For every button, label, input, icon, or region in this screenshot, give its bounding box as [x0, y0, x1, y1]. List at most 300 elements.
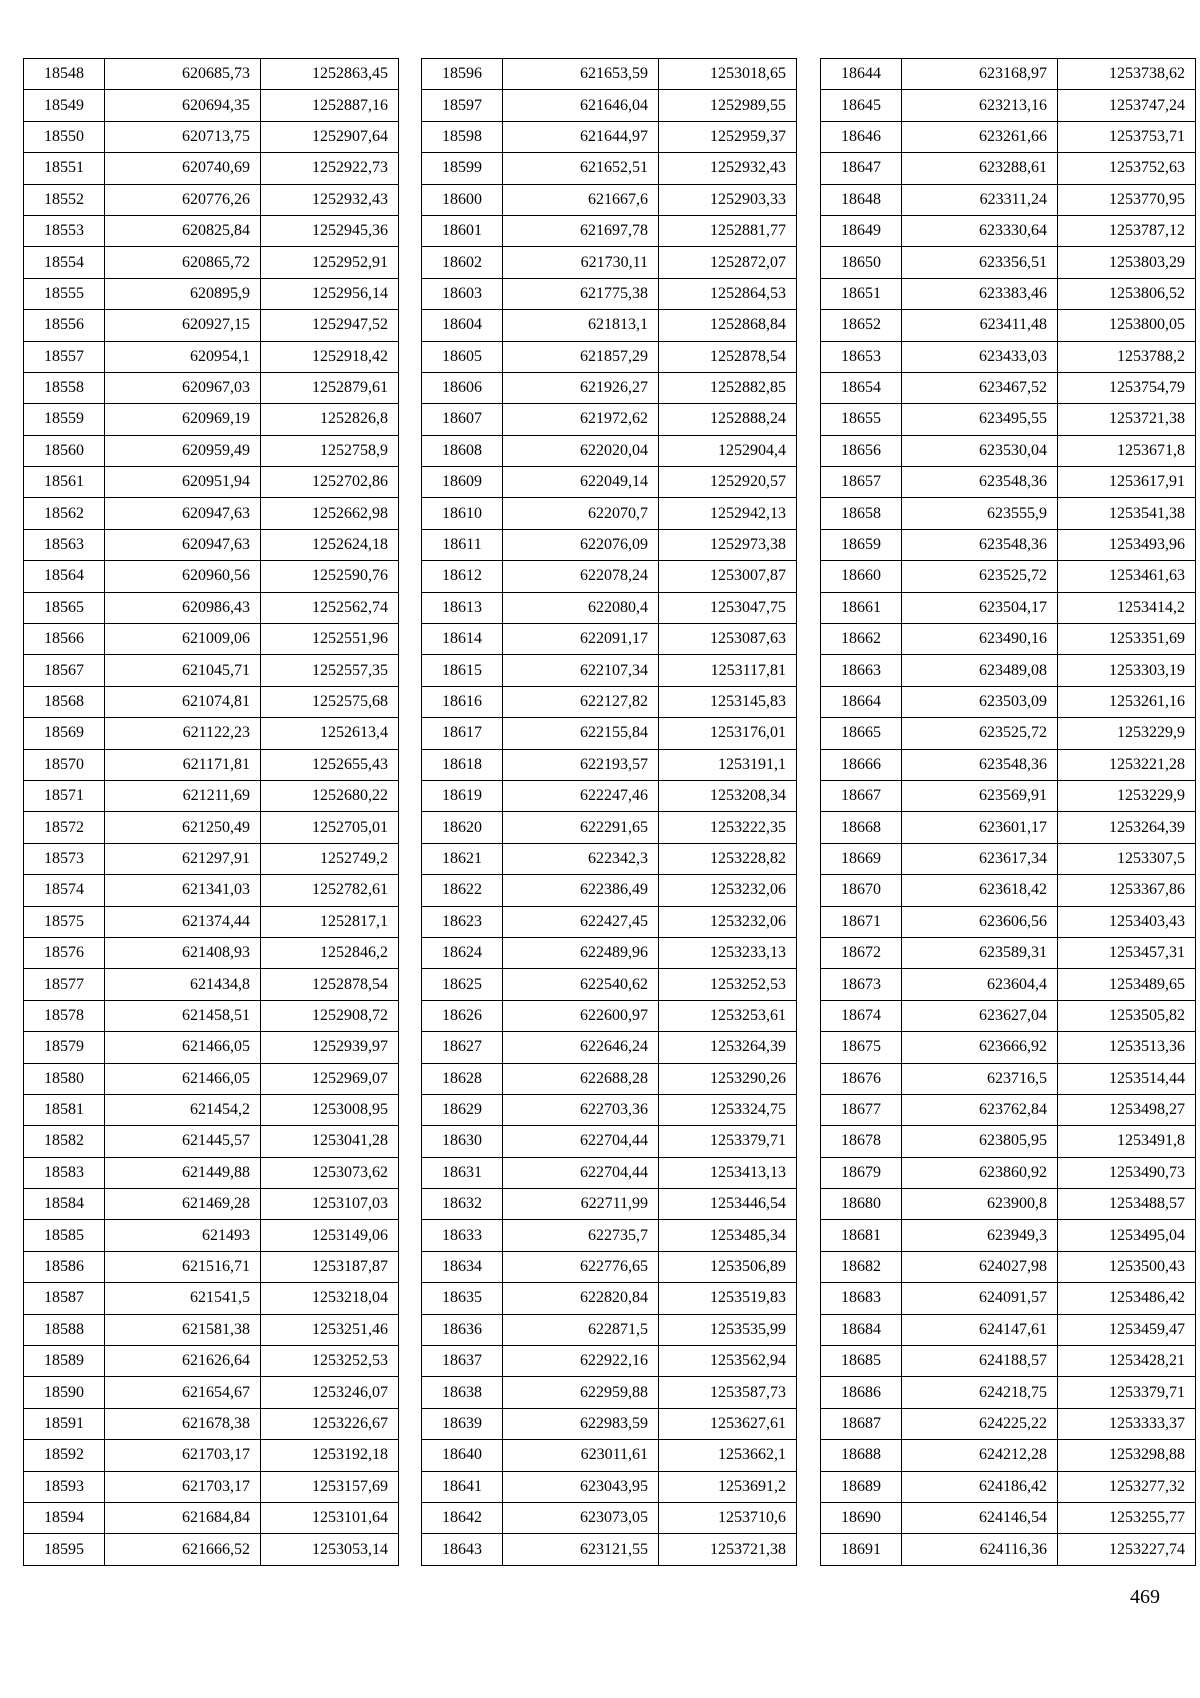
- coordinate-table-2: [421, 58, 797, 1566]
- table-row: [821, 1534, 1196, 1565]
- point-number: 18552: [24, 184, 105, 215]
- x-coordinate: 621654,67: [105, 1377, 261, 1408]
- point-number: 18557: [24, 341, 105, 372]
- point-number: 18596: [422, 59, 503, 90]
- point-number: 18608: [422, 435, 503, 466]
- y-coordinate: 1253485,34: [659, 1220, 797, 1251]
- point-number: 18572: [24, 812, 105, 843]
- point-number: 18688: [821, 1440, 902, 1471]
- table-row: [24, 372, 399, 403]
- x-coordinate: 623617,34: [902, 843, 1058, 874]
- y-coordinate: 1252613,4: [261, 718, 399, 749]
- point-number: 18640: [422, 1440, 503, 1471]
- point-number: 18624: [422, 937, 503, 968]
- table-row: [24, 1283, 399, 1314]
- table-row: [422, 1346, 797, 1377]
- table-row: [422, 875, 797, 906]
- point-number: 18617: [422, 718, 503, 749]
- table-row: [821, 686, 1196, 717]
- y-coordinate: 1253047,75: [659, 592, 797, 623]
- x-coordinate: 623490,16: [902, 624, 1058, 655]
- x-coordinate: 623627,04: [902, 1000, 1058, 1031]
- y-coordinate: 1253324,75: [659, 1094, 797, 1125]
- table-row: [422, 1283, 797, 1314]
- x-coordinate: 620685,73: [105, 59, 261, 90]
- x-coordinate: 621516,71: [105, 1251, 261, 1282]
- x-coordinate: 623213,16: [902, 90, 1058, 121]
- table-row: [24, 278, 399, 309]
- y-coordinate: 1253251,46: [261, 1314, 399, 1345]
- point-number: 18606: [422, 372, 503, 403]
- x-coordinate: 622127,82: [503, 686, 659, 717]
- y-coordinate: 1252952,91: [261, 247, 399, 278]
- table-row: [821, 969, 1196, 1000]
- x-coordinate: 621697,78: [503, 215, 659, 246]
- table-row: [422, 1063, 797, 1094]
- y-coordinate: 1253721,38: [659, 1534, 797, 1565]
- table-row: [422, 1189, 797, 1220]
- y-coordinate: 1252920,57: [659, 467, 797, 498]
- y-coordinate: 1252932,43: [659, 153, 797, 184]
- point-number: 18571: [24, 780, 105, 811]
- x-coordinate: 620960,56: [105, 561, 261, 592]
- table-row: [821, 1251, 1196, 1282]
- table-row: [422, 498, 797, 529]
- table-row: [24, 1534, 399, 1565]
- point-number: 18673: [821, 969, 902, 1000]
- point-number: 18634: [422, 1251, 503, 1282]
- table-row: [821, 467, 1196, 498]
- x-coordinate: 621813,1: [503, 310, 659, 341]
- x-coordinate: 621408,93: [105, 937, 261, 968]
- y-coordinate: 1252624,18: [261, 529, 399, 560]
- table-row: [821, 718, 1196, 749]
- y-coordinate: 1253367,86: [1058, 875, 1196, 906]
- table-row: [24, 969, 399, 1000]
- table-row: [24, 937, 399, 968]
- y-coordinate: 1253277,32: [1058, 1471, 1196, 1502]
- x-coordinate: 622076,09: [503, 529, 659, 560]
- y-coordinate: 1253738,62: [1058, 59, 1196, 90]
- x-coordinate: 621466,05: [105, 1032, 261, 1063]
- x-coordinate: 622427,45: [503, 906, 659, 937]
- y-coordinate: 1253617,91: [1058, 467, 1196, 498]
- point-number: 18661: [821, 592, 902, 623]
- point-number: 18633: [422, 1220, 503, 1251]
- point-number: 18630: [422, 1126, 503, 1157]
- y-coordinate: 1252887,16: [261, 90, 399, 121]
- x-coordinate: 622983,59: [503, 1408, 659, 1439]
- table-row: [821, 1408, 1196, 1439]
- table-row: [821, 404, 1196, 435]
- x-coordinate: 622820,84: [503, 1283, 659, 1314]
- table-row: [24, 780, 399, 811]
- point-number: 18625: [422, 969, 503, 1000]
- y-coordinate: 1253218,04: [261, 1283, 399, 1314]
- y-coordinate: 1252872,07: [659, 247, 797, 278]
- point-number: 18655: [821, 404, 902, 435]
- y-coordinate: 1252551,96: [261, 624, 399, 655]
- y-coordinate: 1252973,38: [659, 529, 797, 560]
- table-row: [422, 435, 797, 466]
- table-row: [24, 1408, 399, 1439]
- point-number: 18565: [24, 592, 105, 623]
- x-coordinate: 621171,81: [105, 749, 261, 780]
- y-coordinate: 1253498,27: [1058, 1094, 1196, 1125]
- table-row: [422, 812, 797, 843]
- point-number: 18555: [24, 278, 105, 309]
- x-coordinate: 623555,9: [902, 498, 1058, 529]
- y-coordinate: 1253752,63: [1058, 153, 1196, 184]
- x-coordinate: 621434,8: [105, 969, 261, 1000]
- y-coordinate: 1253490,73: [1058, 1157, 1196, 1188]
- y-coordinate: 1253333,37: [1058, 1408, 1196, 1439]
- x-coordinate: 621667,6: [503, 184, 659, 215]
- x-coordinate: 621703,17: [105, 1471, 261, 1502]
- point-number: 18618: [422, 749, 503, 780]
- point-number: 18675: [821, 1032, 902, 1063]
- y-coordinate: 1253351,69: [1058, 624, 1196, 655]
- y-coordinate: 1253662,1: [659, 1440, 797, 1471]
- y-coordinate: 1252680,22: [261, 780, 399, 811]
- table-row: [821, 906, 1196, 937]
- y-coordinate: 1253505,82: [1058, 1000, 1196, 1031]
- point-number: 18599: [422, 153, 503, 184]
- point-number: 18582: [24, 1126, 105, 1157]
- point-number: 18639: [422, 1408, 503, 1439]
- point-number: 18651: [821, 278, 902, 309]
- table-row: [24, 435, 399, 466]
- x-coordinate: 620951,94: [105, 467, 261, 498]
- x-coordinate: 621454,2: [105, 1094, 261, 1125]
- x-coordinate: 623569,91: [902, 780, 1058, 811]
- table-row: [821, 310, 1196, 341]
- point-number: 18690: [821, 1502, 902, 1533]
- point-number: 18612: [422, 561, 503, 592]
- y-coordinate: 1253671,8: [1058, 435, 1196, 466]
- x-coordinate: 622703,36: [503, 1094, 659, 1125]
- y-coordinate: 1253290,26: [659, 1063, 797, 1094]
- x-coordinate: 621122,23: [105, 718, 261, 749]
- x-coordinate: 620713,75: [105, 121, 261, 152]
- point-number: 18653: [821, 341, 902, 372]
- x-coordinate: 623716,5: [902, 1063, 1058, 1094]
- y-coordinate: 1253145,83: [659, 686, 797, 717]
- table-row: [821, 435, 1196, 466]
- table-row: [422, 215, 797, 246]
- coordinate-table-1: [23, 58, 399, 1566]
- y-coordinate: 1253500,43: [1058, 1251, 1196, 1282]
- table-row: [422, 686, 797, 717]
- x-coordinate: 621653,59: [503, 59, 659, 90]
- coordinate-table-3: [820, 58, 1196, 1566]
- y-coordinate: 1253221,28: [1058, 749, 1196, 780]
- table-row: [24, 1126, 399, 1157]
- x-coordinate: 622489,96: [503, 937, 659, 968]
- table-row: [24, 1440, 399, 1471]
- point-number: 18598: [422, 121, 503, 152]
- x-coordinate: 623762,84: [902, 1094, 1058, 1125]
- table-row: [24, 718, 399, 749]
- point-number: 18678: [821, 1126, 902, 1157]
- y-coordinate: 1253489,65: [1058, 969, 1196, 1000]
- table-row: [821, 1189, 1196, 1220]
- point-number: 18549: [24, 90, 105, 121]
- table-row: [24, 121, 399, 152]
- point-number: 18614: [422, 624, 503, 655]
- point-number: 18594: [24, 1502, 105, 1533]
- point-number: 18665: [821, 718, 902, 749]
- table-row: [422, 1220, 797, 1251]
- x-coordinate: 620776,26: [105, 184, 261, 215]
- point-number: 18567: [24, 655, 105, 686]
- y-coordinate: 1252863,45: [261, 59, 399, 90]
- y-coordinate: 1252826,8: [261, 404, 399, 435]
- table-row: [821, 341, 1196, 372]
- point-number: 18628: [422, 1063, 503, 1094]
- table-row: [422, 1314, 797, 1345]
- y-coordinate: 1253787,12: [1058, 215, 1196, 246]
- y-coordinate: 1253233,13: [659, 937, 797, 968]
- point-number: 18629: [422, 1094, 503, 1125]
- table-row: [821, 1032, 1196, 1063]
- table-row: [821, 59, 1196, 90]
- point-number: 18590: [24, 1377, 105, 1408]
- table-row: [422, 780, 797, 811]
- x-coordinate: 624147,61: [902, 1314, 1058, 1345]
- point-number: 18648: [821, 184, 902, 215]
- x-coordinate: 621581,38: [105, 1314, 261, 1345]
- table-row: [821, 655, 1196, 686]
- table-row: [24, 812, 399, 843]
- point-number: 18580: [24, 1063, 105, 1094]
- x-coordinate: 622922,16: [503, 1346, 659, 1377]
- y-coordinate: 1252881,77: [659, 215, 797, 246]
- point-number: 18681: [821, 1220, 902, 1251]
- y-coordinate: 1252662,98: [261, 498, 399, 529]
- table-row: [24, 686, 399, 717]
- y-coordinate: 1253087,63: [659, 624, 797, 655]
- point-number: 18652: [821, 310, 902, 341]
- x-coordinate: 622711,99: [503, 1189, 659, 1220]
- x-coordinate: 623043,95: [503, 1471, 659, 1502]
- table-row: [821, 1471, 1196, 1502]
- y-coordinate: 1253007,87: [659, 561, 797, 592]
- y-coordinate: 1252907,64: [261, 121, 399, 152]
- point-number: 18674: [821, 1000, 902, 1031]
- y-coordinate: 1253379,71: [659, 1126, 797, 1157]
- x-coordinate: 623604,4: [902, 969, 1058, 1000]
- y-coordinate: 1253587,73: [659, 1377, 797, 1408]
- table-row: [422, 247, 797, 278]
- table-row: [24, 1094, 399, 1125]
- x-coordinate: 624212,28: [902, 1440, 1058, 1471]
- y-coordinate: 1253495,04: [1058, 1220, 1196, 1251]
- point-number: 18660: [821, 561, 902, 592]
- table-row: [422, 1157, 797, 1188]
- y-coordinate: 1253506,89: [659, 1251, 797, 1282]
- table-row: [821, 1000, 1196, 1031]
- table-row: [821, 561, 1196, 592]
- table-row: [24, 247, 399, 278]
- y-coordinate: 1253541,38: [1058, 498, 1196, 529]
- point-number: 18644: [821, 59, 902, 90]
- x-coordinate: 620740,69: [105, 153, 261, 184]
- point-number: 18610: [422, 498, 503, 529]
- y-coordinate: 1252888,24: [659, 404, 797, 435]
- x-coordinate: 621493: [105, 1220, 261, 1251]
- table-row: [24, 749, 399, 780]
- table-row: [821, 121, 1196, 152]
- y-coordinate: 1253298,88: [1058, 1440, 1196, 1471]
- x-coordinate: 621466,05: [105, 1063, 261, 1094]
- x-coordinate: 621341,03: [105, 875, 261, 906]
- table-row: [422, 1534, 797, 1565]
- y-coordinate: 1253107,03: [261, 1189, 399, 1220]
- table-row: [24, 341, 399, 372]
- x-coordinate: 621449,88: [105, 1157, 261, 1188]
- table-row: [821, 624, 1196, 655]
- table-row: [821, 875, 1196, 906]
- table-row: [422, 467, 797, 498]
- y-coordinate: 1253535,99: [659, 1314, 797, 1345]
- y-coordinate: 1253486,42: [1058, 1283, 1196, 1314]
- table-row: [24, 843, 399, 874]
- point-number: 18551: [24, 153, 105, 184]
- point-number: 18583: [24, 1157, 105, 1188]
- table-row: [24, 1157, 399, 1188]
- point-number: 18569: [24, 718, 105, 749]
- point-number: 18575: [24, 906, 105, 937]
- point-number: 18588: [24, 1314, 105, 1345]
- y-coordinate: 1253446,54: [659, 1189, 797, 1220]
- y-coordinate: 1253488,57: [1058, 1189, 1196, 1220]
- point-number: 18585: [24, 1220, 105, 1251]
- table-row: [422, 341, 797, 372]
- x-coordinate: 623805,95: [902, 1126, 1058, 1157]
- table-row: [821, 1283, 1196, 1314]
- point-number: 18635: [422, 1283, 503, 1314]
- y-coordinate: 1253246,07: [261, 1377, 399, 1408]
- x-coordinate: 620947,63: [105, 529, 261, 560]
- y-coordinate: 1253754,79: [1058, 372, 1196, 403]
- y-coordinate: 1253710,6: [659, 1502, 797, 1533]
- x-coordinate: 623261,66: [902, 121, 1058, 152]
- x-coordinate: 620969,19: [105, 404, 261, 435]
- y-coordinate: 1253229,9: [1058, 780, 1196, 811]
- point-number: 18558: [24, 372, 105, 403]
- y-coordinate: 1253461,63: [1058, 561, 1196, 592]
- table-row: [422, 278, 797, 309]
- table-row: [24, 1000, 399, 1031]
- x-coordinate: 622776,65: [503, 1251, 659, 1282]
- table-row: [422, 1000, 797, 1031]
- x-coordinate: 622600,97: [503, 1000, 659, 1031]
- x-coordinate: 623311,24: [902, 184, 1058, 215]
- y-coordinate: 1253255,77: [1058, 1502, 1196, 1533]
- point-number: 18584: [24, 1189, 105, 1220]
- y-coordinate: 1252959,37: [659, 121, 797, 152]
- y-coordinate: 1252702,86: [261, 467, 399, 498]
- point-number: 18570: [24, 749, 105, 780]
- x-coordinate: 620825,84: [105, 215, 261, 246]
- table-row: [422, 937, 797, 968]
- x-coordinate: 622091,17: [503, 624, 659, 655]
- table-row: [821, 1377, 1196, 1408]
- point-number: 18672: [821, 937, 902, 968]
- point-number: 18646: [821, 121, 902, 152]
- y-coordinate: 1252817,1: [261, 906, 399, 937]
- point-number: 18581: [24, 1094, 105, 1125]
- point-number: 18576: [24, 937, 105, 968]
- point-number: 18586: [24, 1251, 105, 1282]
- point-number: 18670: [821, 875, 902, 906]
- y-coordinate: 1252879,61: [261, 372, 399, 403]
- y-coordinate: 1252989,55: [659, 90, 797, 121]
- y-coordinate: 1253222,35: [659, 812, 797, 843]
- table-row: [24, 875, 399, 906]
- x-coordinate: 623900,8: [902, 1189, 1058, 1220]
- y-coordinate: 1253562,94: [659, 1346, 797, 1377]
- table-row: [821, 749, 1196, 780]
- point-number: 18559: [24, 404, 105, 435]
- point-number: 18667: [821, 780, 902, 811]
- table-row: [422, 906, 797, 937]
- point-number: 18589: [24, 1346, 105, 1377]
- x-coordinate: 623525,72: [902, 561, 1058, 592]
- x-coordinate: 624188,57: [902, 1346, 1058, 1377]
- table-row: [24, 529, 399, 560]
- point-number: 18650: [821, 247, 902, 278]
- y-coordinate: 1253457,31: [1058, 937, 1196, 968]
- table-row: [24, 592, 399, 623]
- table-row: [24, 467, 399, 498]
- table-row: [821, 90, 1196, 121]
- point-number: 18615: [422, 655, 503, 686]
- point-number: 18627: [422, 1032, 503, 1063]
- x-coordinate: 623011,61: [503, 1440, 659, 1471]
- point-number: 18664: [821, 686, 902, 717]
- point-number: 18632: [422, 1189, 503, 1220]
- table-row: [24, 624, 399, 655]
- point-number: 18579: [24, 1032, 105, 1063]
- table-row: [24, 1471, 399, 1502]
- y-coordinate: 1252868,84: [659, 310, 797, 341]
- y-coordinate: 1253514,44: [1058, 1063, 1196, 1094]
- y-coordinate: 1253803,29: [1058, 247, 1196, 278]
- x-coordinate: 622688,28: [503, 1063, 659, 1094]
- y-coordinate: 1252562,74: [261, 592, 399, 623]
- y-coordinate: 1253303,19: [1058, 655, 1196, 686]
- point-number: 18561: [24, 467, 105, 498]
- x-coordinate: 621445,57: [105, 1126, 261, 1157]
- x-coordinate: 623525,72: [902, 718, 1058, 749]
- x-coordinate: 622386,49: [503, 875, 659, 906]
- point-number: 18637: [422, 1346, 503, 1377]
- table-row: [821, 1063, 1196, 1094]
- table-row: [422, 310, 797, 341]
- point-number: 18626: [422, 1000, 503, 1031]
- point-number: 18573: [24, 843, 105, 874]
- x-coordinate: 622959,88: [503, 1377, 659, 1408]
- x-coordinate: 621626,64: [105, 1346, 261, 1377]
- x-coordinate: 622155,84: [503, 718, 659, 749]
- table-row: [24, 1502, 399, 1533]
- point-number: 18593: [24, 1471, 105, 1502]
- y-coordinate: 1253073,62: [261, 1157, 399, 1188]
- x-coordinate: 621541,5: [105, 1283, 261, 1314]
- table-row: [24, 561, 399, 592]
